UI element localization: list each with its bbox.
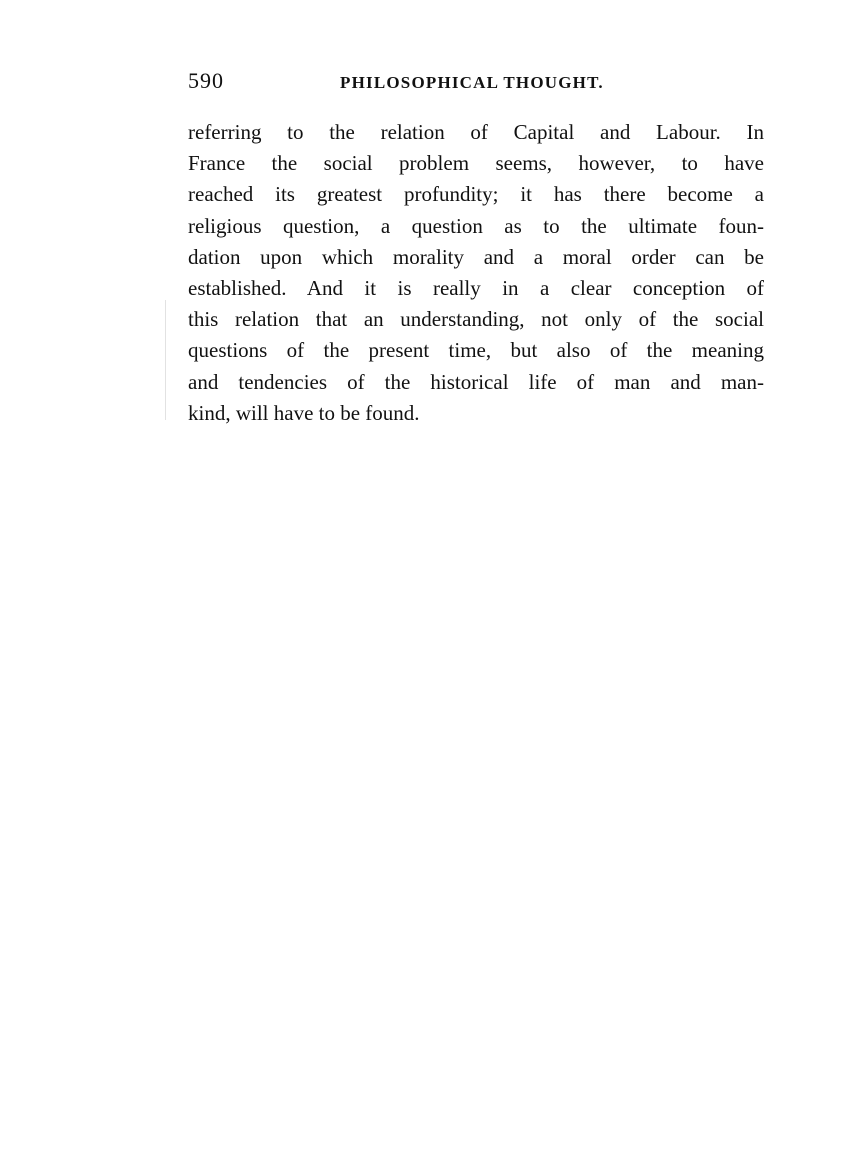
running-title: PHILOSOPHICAL THOUGHT.: [340, 73, 604, 92]
page-number: 590: [188, 68, 224, 93]
text-line: reached its greatest profundity; it has there become a: [188, 182, 764, 207]
text-line: questions of the present time, but also of the meaning: [188, 338, 764, 363]
margin-shadow: [165, 300, 166, 420]
text-line: referring to the relation of Capital and Labour. In: [188, 120, 764, 144]
text-line: religious question, a question as to the ultimate foun-: [188, 213, 764, 238]
running-head: [188, 66, 764, 96]
text-line: France the social problem seems, however, to have: [188, 151, 764, 176]
text-line: dation upon which morality and a moral order can be: [188, 244, 764, 269]
text-line: kind, will have to be found.: [188, 400, 420, 425]
text-line: established. And it is really in a clear conception of: [188, 275, 764, 300]
body-paragraph: [188, 117, 764, 429]
text-line: and tendencies of the historical life of man and man-: [188, 369, 764, 394]
text-line: this relation that an understanding, not only of the social: [188, 307, 764, 332]
